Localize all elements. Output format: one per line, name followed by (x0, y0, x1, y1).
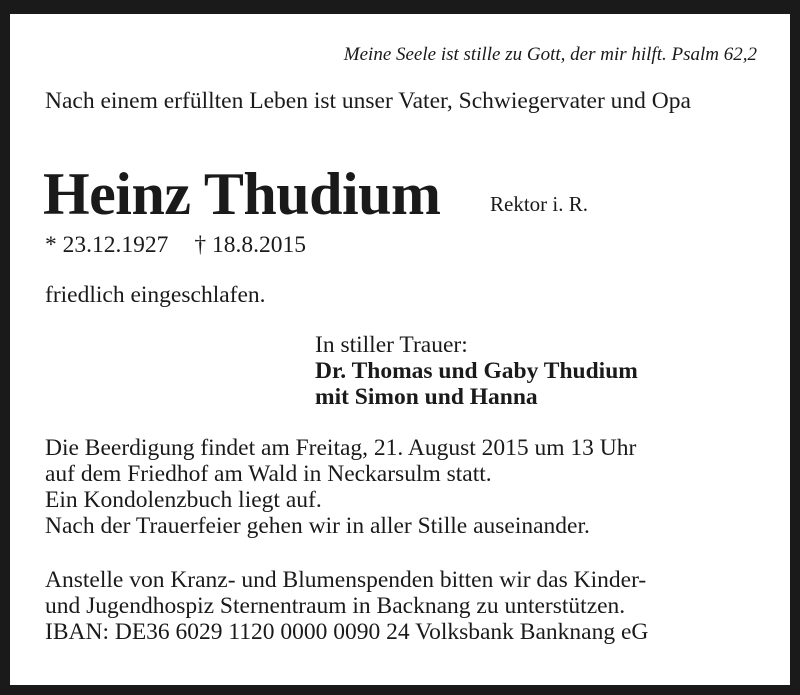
passing-text: friedlich eingeschlafen. (45, 282, 266, 308)
mourning-label: In stiller Trauer: (315, 332, 468, 358)
deceased-title: Rektor i. R. (490, 192, 588, 216)
death-date: † 18.8.2015 (194, 232, 306, 258)
mourner-line: Dr. Thomas und Gaby Thudium (315, 358, 638, 384)
psalm-motto: Meine Seele ist stille zu Gott, der mir hilft. Psalm 62,2 (343, 44, 757, 65)
life-dates (45, 232, 306, 258)
intro-text: Nach einem erfüllten Leben ist unser Vater, Schwiegervater und Opa (45, 88, 691, 114)
funeral-line: Die Beerdigung findet am Freitag, 21. August 2015 um 13 Uhr (45, 435, 637, 461)
funeral-line: auf dem Friedhof am Wald in Neckarsulm statt. (45, 461, 492, 487)
funeral-line: Ein Kondolenzbuch liegt auf. (45, 487, 322, 513)
mourner-line: mit Simon und Hanna (315, 384, 538, 410)
donation-iban: IBAN: DE36 6029 1120 0000 0090 24 Volksbank Banknang eG (45, 619, 649, 645)
funeral-line: Nach der Trauerfeier gehen wir in aller Stille auseinander. (45, 513, 590, 539)
donation-line: Anstelle von Kranz- und Blumenspenden bitten wir das Kinder- (45, 567, 647, 593)
obituary-notice (10, 14, 790, 685)
deceased-name: Heinz Thudium (43, 161, 441, 227)
donation-line: und Jugendhospiz Sternentraum in Backnang zu unterstützen. (45, 593, 626, 619)
birth-date: * 23.12.1927 (45, 232, 169, 258)
